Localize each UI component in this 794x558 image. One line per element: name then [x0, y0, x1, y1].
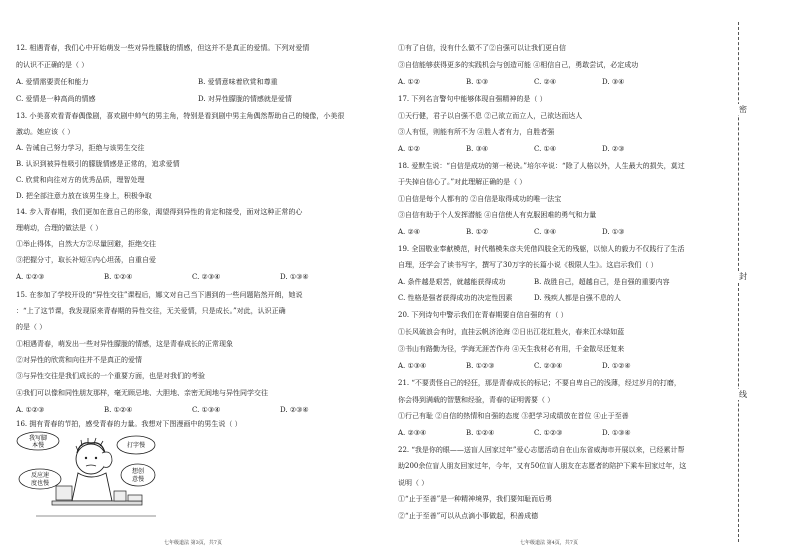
q15-option-d: D. ②③④ — [280, 406, 309, 414]
q14-stem: 14. 步入青春期，我们更加在意自己的形象，渴望得到异性的肯定和接受，面对这种正常的心 — [16, 208, 303, 216]
binding-char-xian: 线 — [739, 390, 747, 399]
q15-option-b: B. ①②④ — [104, 406, 133, 414]
q19-option-c: C. 性格是强者获得成功的决定性因素 — [398, 294, 513, 302]
q14-statement-1: ①举止得体，自然大方②尽量回避，拒绝交往 — [16, 240, 156, 248]
q21-statements: ①行己有耻 ②自信的热情和自强的态度 ③把学习成绩放在首位 ④止于至善 — [398, 412, 629, 420]
q19-option-b: B. 战胜自己，超越自己，是自强的重要内容 — [534, 278, 670, 286]
q17-option-a: A. ①② — [398, 145, 421, 153]
q13-stem-cont: 激动。她应该（ ） — [16, 128, 75, 136]
q12-option-d: D. 对异性朦胧的情感就是爱情 — [198, 95, 292, 103]
bubble-left-bottom-line1: 反应速 — [30, 472, 50, 479]
q15-statement-1: ①相遇青春，萌发出一些对异性朦胧的情感，这是青春成长的正常现象 — [16, 340, 233, 348]
q20-option-c: C. ②③④ — [534, 362, 563, 370]
q21-option-c: C. ①②③ — [534, 429, 563, 437]
comic-illustration — [16, 431, 166, 523]
q18-statement-1: ①自信是每个人都有的 ②自信是取得成功的唯一法宝 — [398, 195, 562, 203]
q17-option-c: C. ①④ — [534, 145, 557, 153]
q18-statement-2: ③自信有助于个人发挥潜能 ④自信使人有克服困难的勇气和力量 — [398, 211, 597, 219]
q15-option-c: C. ①③④ — [192, 406, 221, 414]
bubble-left-top-line1: 我写脚 — [28, 435, 48, 442]
q14-option-a: A. ①②③ — [16, 273, 45, 281]
q17-option-b: B. ③④ — [466, 145, 489, 153]
q15-stem-cont: ：“上了这节课，我发现原来青春期的异性交往，无关爱情，只是成长。”对此，认识正确 — [16, 307, 286, 315]
q15-stem: 15. 在参加了学校开设的“异性交往”课程后，娜文对自己当下遇到的一些问题陷然开朗，她说 — [16, 291, 303, 299]
q19-option-d: D. 残疾人都是自强不息的人 — [534, 294, 621, 302]
q21-option-a: A. ②③④ — [398, 429, 427, 437]
computer-monitor — [56, 486, 72, 500]
boy-head — [76, 444, 106, 474]
q19-stem-cont: 自理，还学会了读书写字，撰写了30万字的长篇小说《极限人生》。这启示我们（ ） — [398, 261, 658, 269]
q18-stem-cont: 于失掉自信心了。”对此理解正确的是（ ） — [398, 178, 527, 186]
binding-char-mi: 密 — [739, 105, 747, 114]
q14-stem-cont: 理萌动，合理的做法是（ ） — [16, 224, 103, 232]
q15-statement-3: ③与异性交往是我们成长的一个重要方面，也是对我们的考验 — [16, 372, 205, 380]
q16-option-a: A. ①② — [398, 78, 421, 86]
q13-option-a: A. 告诫自己努力学习，拒绝与该男生交往 — [16, 144, 145, 152]
q22-stem-cont: 助200余位盲人朋友回家过年，今年，又有50位盲人朋友在志愿者的陪护下乘车回家过年，这 — [398, 462, 687, 470]
q16-statement-2: ③自信能够获得更多的实践机会与创造可能 ④相信自己，勇敢尝试，必定成功 — [398, 61, 639, 69]
q18-option-d: D. ①③ — [602, 228, 625, 236]
q16-statement-1: ①有了自信，没有什么做不了②自强可以让我们更自信 — [398, 44, 566, 52]
q21-option-b: B. ①②④ — [466, 429, 495, 437]
q14-option-b: B. ①②④ — [104, 273, 133, 281]
q22-statement-2: ②“止于至善”可以从点滴小事做起，积善成德 — [398, 512, 539, 520]
q13-option-c: C. 欣赏和向往对方的优秀品质，理智处理 — [16, 176, 145, 184]
bubble-right-top: 打字慢 — [126, 442, 146, 449]
q14-statement-2: ③把握分寸，取长补短④内心坦荡，自重自爱 — [16, 256, 156, 264]
q16-option-d: D. ③④ — [602, 78, 625, 86]
q21-stem-cont: 你会得到满载的智慧和经验，青春的证明需要（ ） — [398, 396, 555, 404]
q20-option-b: B. ①②③ — [466, 362, 495, 370]
q22-statement-1: ①“止于至善”是一种精神境界，我们要知耻而后勇 — [398, 495, 553, 503]
q12-option-c: C. 爱情是一种高尚的情感 — [16, 95, 96, 103]
boy-body — [72, 473, 112, 501]
q18-option-b: B. ①② — [466, 228, 489, 236]
q20-option-a: A. ①③④ — [398, 362, 427, 370]
q17-statement-1: ①天行健，君子以自强不息 ②己欲立而立人，己欲达而达人 — [398, 112, 583, 120]
q16-option-b: B. ①③ — [466, 78, 489, 86]
q18-option-a: A. ②④ — [398, 228, 421, 236]
q20-statement-2: ③书山有路勤为径，学海无涯苦作舟 ④天生我材必有用，千金散尽还复来 — [398, 345, 625, 353]
q21-option-d: D. ①③④ — [602, 429, 631, 437]
q18-option-c: C. ③④ — [534, 228, 557, 236]
bubble-left-bottom-line2: 度也慢 — [30, 480, 50, 487]
q19-option-a: A. 条件越是艰苦，就越能获得成功 — [398, 278, 506, 286]
q15-stem-end: 的是（ ） — [16, 323, 47, 331]
bubble-right-bottom-line2: 意慢 — [131, 476, 145, 483]
q15-option-a: A. ①②③ — [16, 406, 45, 414]
page-footer-left: 七年级道法 第3页，共7页 — [164, 540, 222, 546]
q13-option-b: B. 认识到被异性吸引的朦胧情感是正常的，追求爱情 — [16, 160, 180, 168]
binding-dashed-line — [738, 22, 739, 542]
q12-stem-cont: 的认识不正确的是（ ） — [16, 61, 89, 69]
q13-option-d: D. 把全部注意力放在该男生身上，积极争取 — [16, 192, 152, 200]
q16-stem: 16. 拥有青春的节拍，感受青春的力量。我想对下图漫画中的男生说（ ） — [16, 420, 242, 428]
q20-statement-1: ①长风破浪会有时，直挂云帆济沧海 ②日出江花红胜火，春来江水绿如蓝 — [398, 328, 625, 336]
bubble-left-top-line2: 本慢 — [31, 442, 45, 449]
q19-stem: 19. 全国敬业奉献模范，时代楷模朱彦夫凭借四肢全无的残躯，以惊人的毅力不仅践行了生活 — [398, 245, 685, 253]
q17-option-d: D. ②③ — [602, 145, 625, 153]
q15-statement-4: ④我们可以像和同性朋友那样，毫无顾忌地、大胆地、亲密无间地与异性同学交往 — [16, 389, 268, 397]
q17-stem: 17. 下列名言警句中能够体现自强精神的是（ ） — [398, 95, 547, 103]
q17-statement-2: ③人有恒，则能有所不为 ④胜人者有力，自胜者强 — [398, 128, 555, 136]
q22-stem: 22. “我是你的眼——送盲人回家过年”爱心志愿活动自在山东省威海市开展以来，已经累计帮 — [398, 446, 685, 454]
page-footer-right: 七年级道法 第4页，共7页 — [520, 540, 578, 546]
q18-stem: 18. 爱默生说：“自信是成功的第一秘诀。”培尔辛说：“除了人格以外，人生最大的损失，莫过 — [398, 162, 685, 170]
q16-option-c: C. ②④ — [534, 78, 557, 86]
binding-char-feng: 封 — [739, 272, 747, 281]
q22-stem-end: 说明（ ） — [398, 479, 429, 487]
q14-option-d: D. ①③④ — [280, 273, 309, 281]
q20-option-d: D. ①②④ — [602, 362, 631, 370]
q12-option-a: A. 爱情需要责任和能力 — [16, 78, 89, 86]
q15-statement-2: ②对异性的欣赏和向往并不是真正的爱情 — [16, 356, 142, 364]
q14-option-c: C. ②③④ — [192, 273, 221, 281]
q12-option-b: B. 爱情意味着欣赏和尊重 — [198, 78, 278, 86]
q21-stem: 21. “不要责怪自己的轻狂，那是青春成长的标记；不要自卑自己的浅薄，经过岁月的打磨， — [398, 379, 681, 387]
q12-stem: 12. 相遇青春，我们心中开始萌发一些对异性朦胧的情感，但这并不是真正的爱情。下列对爱情 — [16, 44, 310, 52]
q20-stem: 20. 下列诗句中警示我们在青春期要自信自强的有（ ） — [398, 311, 568, 319]
q13-stem: 13. 小美喜欢看青春偶像剧，喜欢剧中帅气的男主角，特别是看到剧中男主角偶然帮助自己的镜像，小美很 — [16, 112, 345, 120]
desk — [52, 501, 142, 505]
bubble-right-bottom-line1: 想创 — [131, 468, 145, 475]
